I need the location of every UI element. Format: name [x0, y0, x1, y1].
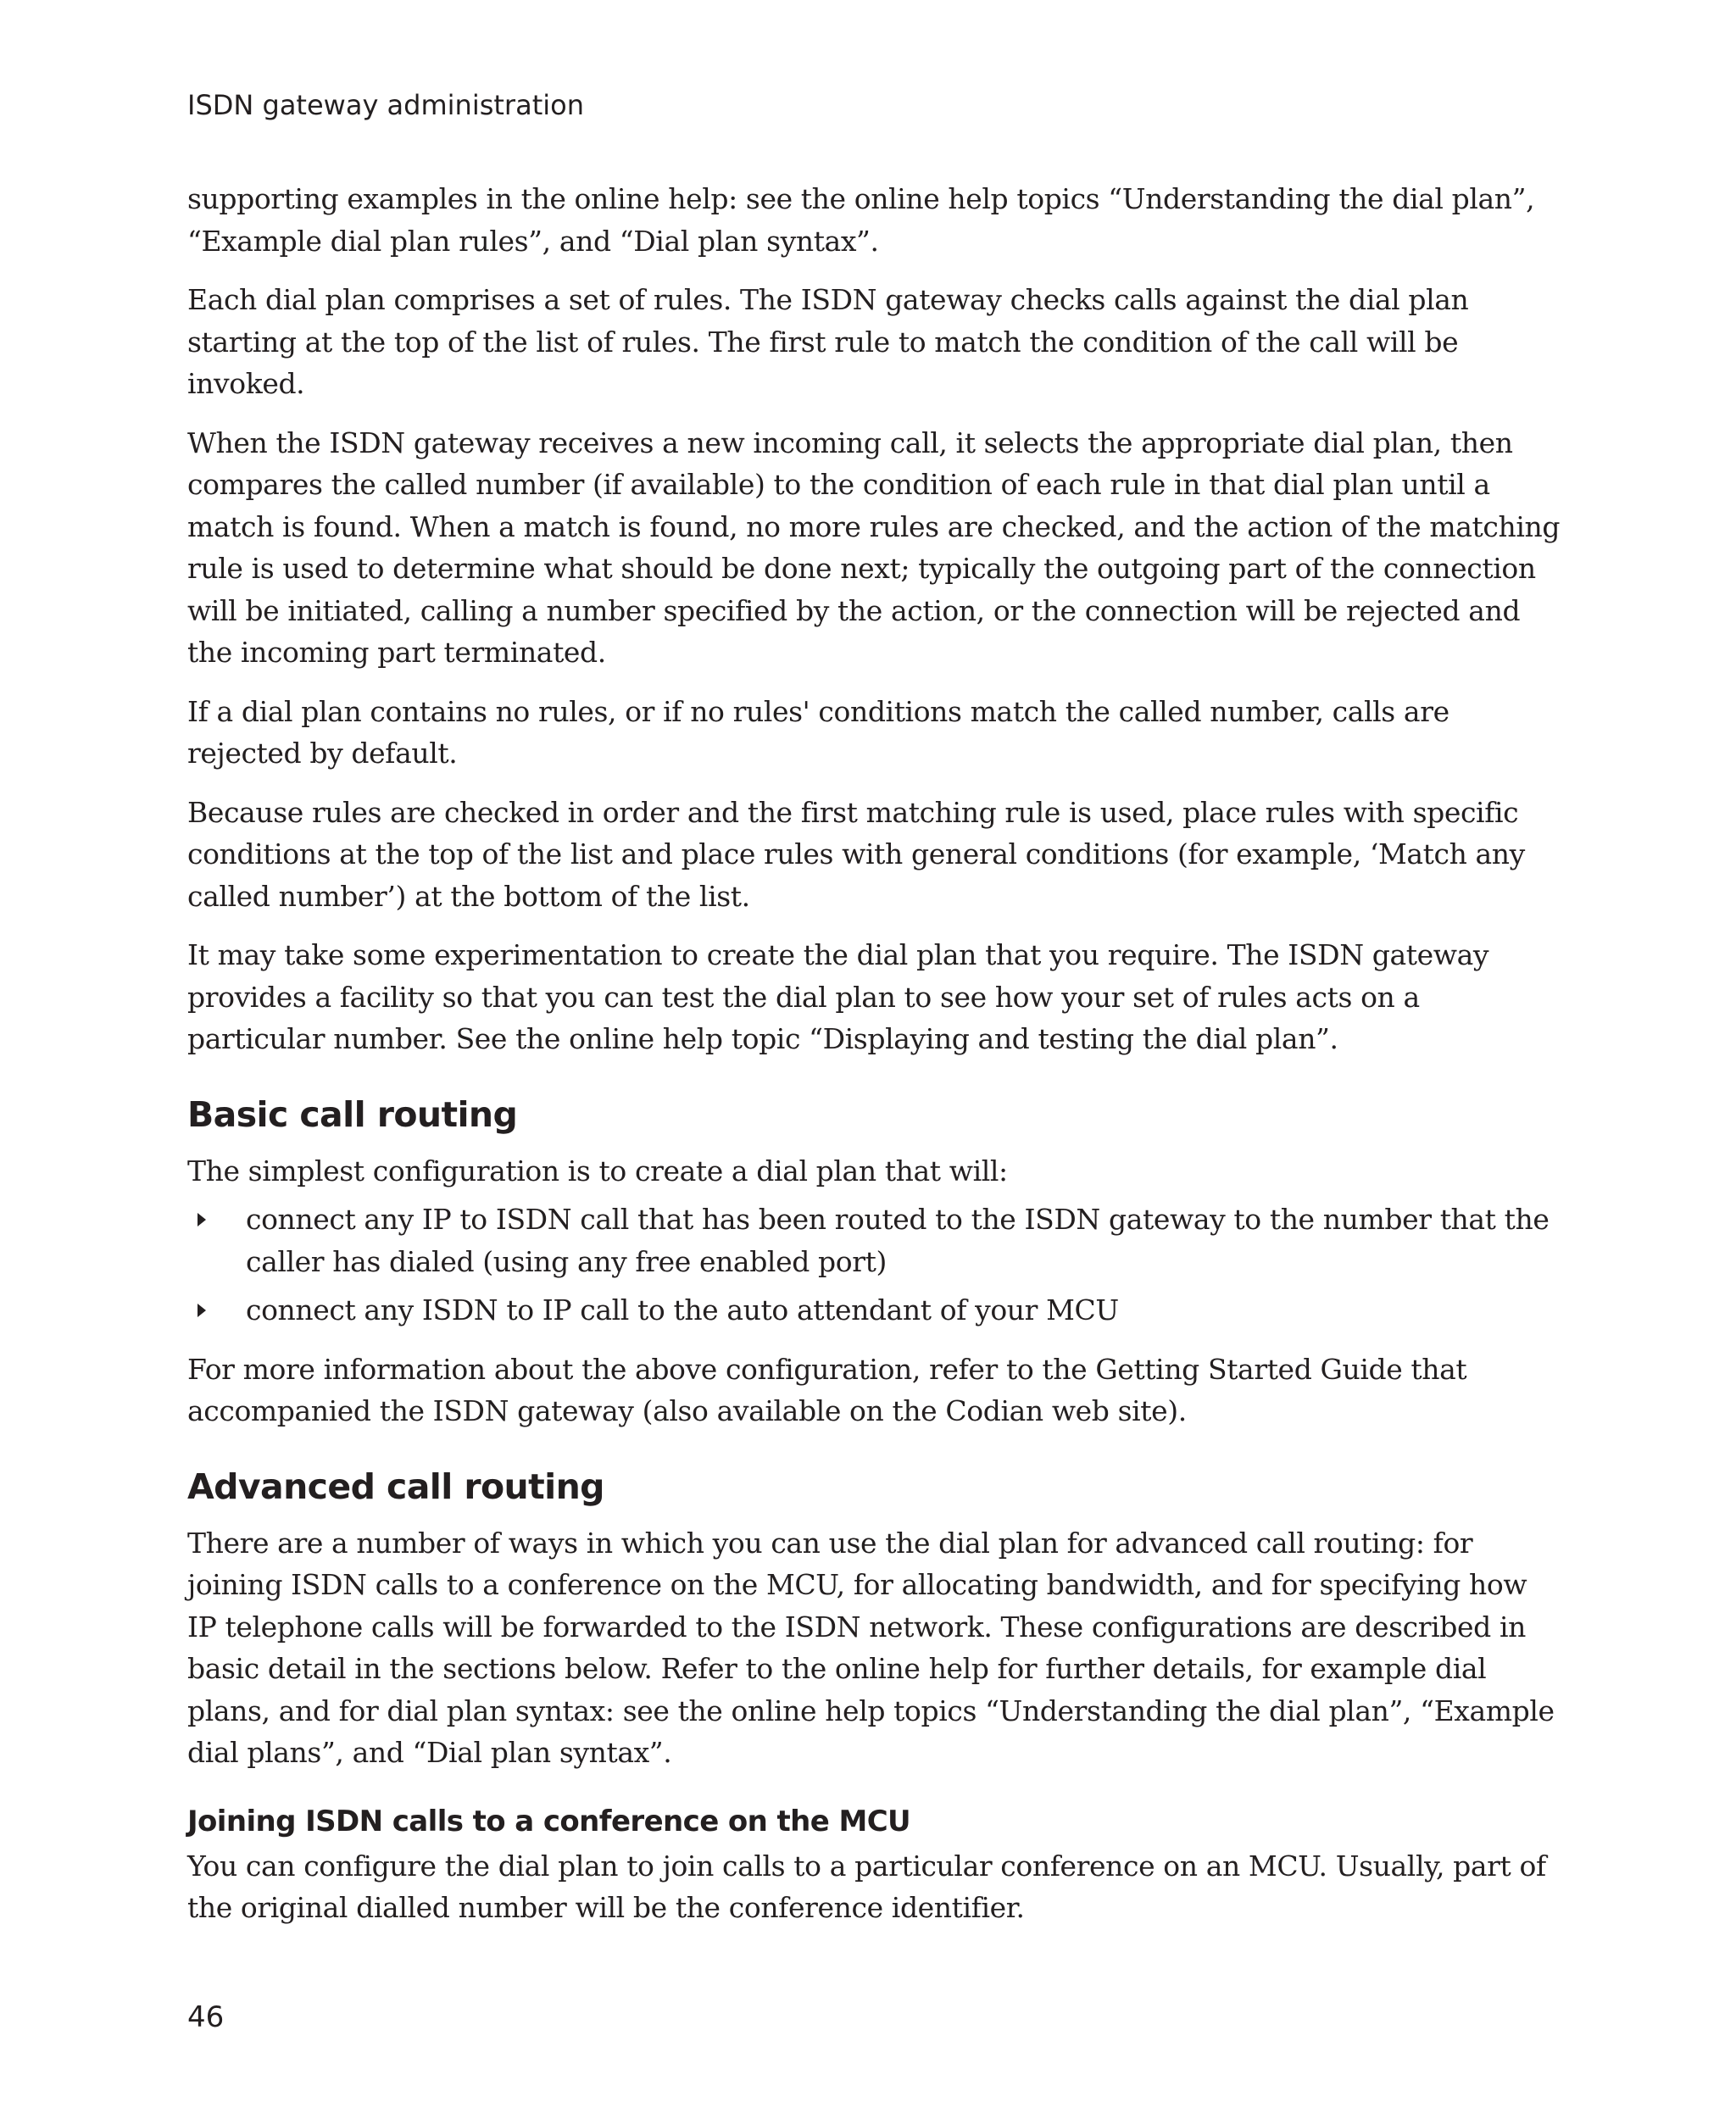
list-item-text: connect any ISDN to IP call to the auto attendant of your MCU — [246, 1293, 1119, 1326]
paragraph: When the ISDN gateway receives a new incoming call, it selects the appropriate dial plan, then compares the called number (if available) to the condition of each rule in that dial plan until a match is found. When a match is found, no more rules are checked, and the action of the matching rule is used to determine what should be done next; typically the outgoing part of the connection will be initiated, calling a number specified by the action, or the connection will be rejected and the incoming part terminated. — [187, 425, 1561, 669]
paragraph: If a dial plan contains no rules, or if no rules' conditions match the called number, calls are rejected by default. — [187, 694, 1449, 770]
page-number: 46 — [187, 2000, 225, 2034]
triangle-bullet-icon — [198, 1304, 206, 1317]
paragraph: The simplest configuration is to create a dial plan that will: — [187, 1154, 1008, 1187]
triangle-bullet-icon — [198, 1213, 206, 1226]
paragraph: Because rules are checked in order and the first matching rule is used, place rules with specific conditions at the top of the list and place rules with general conditions (for example, ‘Match any called number’) at the bottom of the list. — [187, 795, 1525, 913]
section-heading-basic-call-routing: Basic call routing — [187, 1093, 518, 1135]
subsection-heading-joining-isdn-calls: Joining ISDN calls to a conference on the MCU — [187, 1804, 911, 1838]
paragraph: Each dial plan comprises a set of rules. The ISDN gateway checks calls against the dial plan starting at the top of the list of rules. The first rule to match the condition of the call will be invoked. — [187, 283, 1469, 400]
list-item — [187, 1199, 1561, 1282]
running-header: ISDN gateway administration — [187, 89, 584, 121]
paragraph: For more information about the above configuration, refer to the Getting Started Guide that accompanied the ISDN gateway (also available on the Codian web site). — [187, 1352, 1467, 1427]
page-body — [187, 178, 1561, 1946]
list-item — [187, 1289, 1561, 1332]
list-item-text: connect any IP to ISDN call that has been routed to the ISDN gateway to the number that the caller has dialed (using any free enabled port) — [246, 1203, 1550, 1278]
paragraph: There are a number of ways in which you can use the dial plan for advanced call routing: for joining ISDN calls to a conference on the MCU, for allocating bandwidth, and for specifying how IP telephone calls will be forwarded to the ISDN network. These configurations are described in basic detail in the sections below. Refer to the online help for further details, for example dial plans, and for dial plan syntax: see the online help topics “Understanding the dial plan”, “Example dial plans”, and “Dial plan syntax”. — [187, 1526, 1555, 1769]
paragraph: It may take some experimentation to create the dial plan that you require. The ISDN gateway provides a facility so that you can test the dial plan to see how your set of rules acts on a particular number. See the online help topic “Displaying and testing the dial plan”. — [187, 938, 1489, 1055]
paragraph: supporting examples in the online help: see the online help topics “Understanding the dial plan”, “Example dial plan rules”, and “Dial plan syntax”. — [187, 182, 1535, 258]
bullet-list — [187, 1199, 1561, 1332]
paragraph: You can configure the dial plan to join calls to a particular conference on an MCU. Usually, part of the original dialled number will be the conference identifier. — [187, 1849, 1546, 1924]
section-heading-advanced-call-routing: Advanced call routing — [187, 1466, 604, 1507]
